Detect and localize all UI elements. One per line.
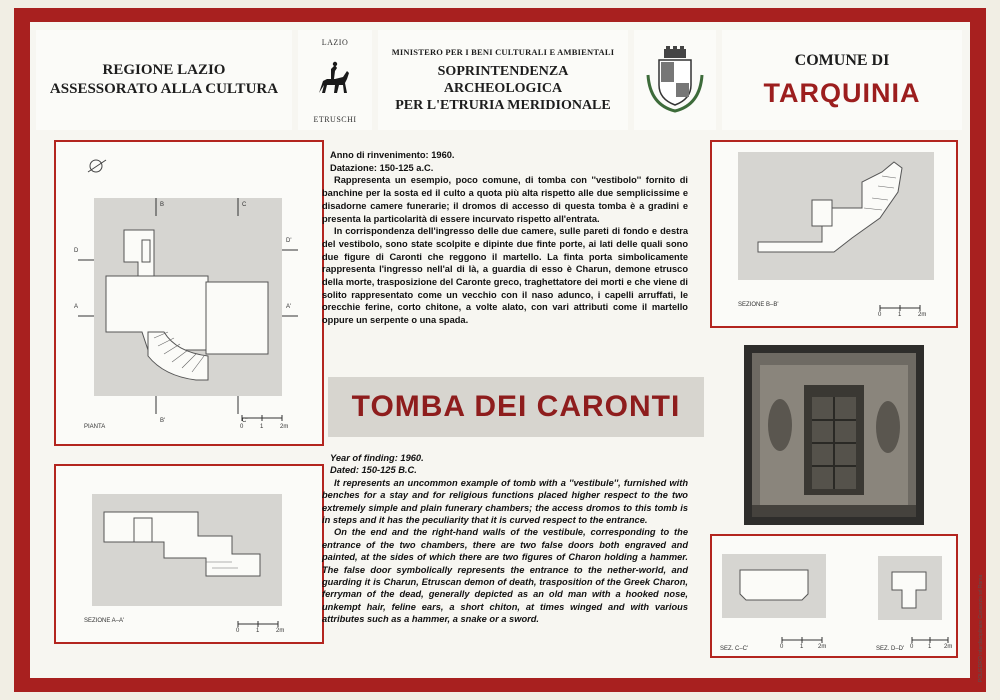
plan-label-b-prime: B': [160, 418, 166, 424]
header-lazio-logo: [298, 30, 372, 130]
section-bb-panel: [710, 140, 958, 328]
section-bb-scale-2: 2m: [918, 312, 927, 318]
section-cc-drawing: [712, 536, 956, 656]
section-dd-scale-0: 0: [910, 644, 914, 650]
plan-label-d-prime: D': [286, 238, 292, 244]
publisher-tag: POLIEDRO interdisciplinare Consorzio srl Roma: [978, 574, 984, 682]
plan-panel: [54, 140, 324, 446]
tomb-photo: [744, 345, 924, 525]
english-description: [322, 452, 688, 626]
section-dd-scale-2: 2m: [944, 644, 953, 650]
section-cc-scale-0: 0: [780, 644, 784, 650]
plan-label-b: B: [160, 202, 165, 208]
english-paragraph-2: On the end and the right-hand walls of the vestibule, corresponding to the entrance of the two chambers, there are two false doors both engraved and painted, at the sides of which there are two figures of Charon holding a hammer. The false door symbolically represents the entrance to the nether-world, and guarding it is Charun, Etruscan demon of death, trasposition of the Greek Charon, ferryman of the dead, generally depicted as an old man with a hooked nose, unkempt hair, feline ears, a short chiton, at times winged and with various attributes such as a hammer, a snake or a sword.: [322, 527, 688, 625]
section-cc-scale-1: 1: [800, 644, 804, 650]
section-cc-panel: [710, 534, 958, 658]
lazio-top-text: LAZIO: [321, 38, 349, 47]
plan-scale-1: 1: [260, 424, 264, 430]
soprintendenza-line1: SOPRINTENDENZA ARCHEOLOGICA: [437, 63, 569, 96]
header-crest: [634, 30, 716, 130]
section-aa-scale-0: 0: [236, 628, 240, 634]
regione-line1: REGIONE LAZIO: [102, 62, 226, 78]
english-year: Year of finding: 1960.: [330, 453, 424, 463]
lazio-bottom-text: ETRUSCHI: [313, 115, 357, 124]
section-aa-scale-2: 2m: [276, 628, 285, 634]
plan-caption: PIANTA: [84, 424, 106, 430]
plan-label-c-prime: C': [242, 418, 248, 424]
section-bb-drawing: [712, 142, 956, 326]
tomb-title: TOMBA DEI CARONTI: [351, 390, 681, 423]
town-crest-icon: [644, 45, 706, 115]
ministero-text: MINISTERO PER I BENI CULTURALI E AMBIENTALI: [391, 46, 615, 57]
plan-label-d: D: [74, 248, 79, 254]
italian-year: Anno di rinvenimento: 1960.: [330, 150, 455, 160]
plan-scale-2: 2m: [280, 424, 289, 430]
regione-line2: ASSESSORATO ALLA CULTURA: [49, 81, 279, 97]
section-bb-scale-1: 1: [898, 312, 902, 318]
tomb-plan-drawing: [56, 142, 322, 444]
sign-inner: [30, 22, 984, 682]
section-aa-caption: SEZIONE A–A': [84, 618, 125, 624]
english-paragraph-1: It represents an uncommon example of tomb with a ''vestibule'', furnished with benches for a stay and for religious functions placed higher respect to the two extremely simple and plain funerary chambers; the access dromos to this tomb is in steps and it has the peculiarity that it is curved respect to the entrance.: [322, 477, 688, 526]
header-comune: [722, 30, 962, 130]
plan-label-a: A: [74, 304, 79, 310]
italian-paragraph-2: In corrispondenza dell'ingresso delle due camere, sulle pareti di fondo e destra del vestibolo, sono state scolpite e dipinte due finte porte, ai lati delle quali sono due figure di Caronti che reggono il martello. La finta porta simbolicamente rappresenta l'ingresso nell'al di là, a guardia di esso è Charun, demone etrusco della morte, trasposizione del Caronte greco, traghettatore dei morti e che viene di solito rappresentato come un vecchio con il naso adunco, i capelli arruffati, le orecchie ferine, corto chitone, a volte alato, con vari attributi come il martello oppure un serpente o una spada.: [322, 226, 688, 326]
plan-label-a-prime: A': [286, 304, 292, 310]
italian-description: [322, 149, 688, 327]
section-dd-scale-1: 1: [928, 644, 932, 650]
plan-scale-0: 0: [240, 424, 244, 430]
italian-paragraph-1: Rappresenta un esempio, poco comune, di tomba con ''vestibolo'' fornito di banchine per la sosta ed il culto a quota più alta rispetto alle due semplicissime e disadorne camere funerarie; il dromos di accesso di questa tomba è a gradini e presenta la particolarità di essere incurvato rispetto all'entrata.: [322, 175, 688, 224]
horse-rider-logo-icon: [313, 59, 357, 103]
section-bb-scale-0: 0: [878, 312, 882, 318]
section-bb-caption: SEZIONE B–B': [738, 302, 779, 308]
header-ministero: [378, 30, 628, 130]
sign-board: [14, 8, 986, 692]
comune-di-text: COMUNE DI: [794, 51, 890, 69]
title-box: [328, 377, 704, 437]
italian-dating: Datazione: 150-125 a.C.: [330, 162, 434, 173]
header-regione: [36, 30, 292, 130]
north-arrow-icon: [90, 160, 102, 172]
section-dd-caption: SEZ. D–D': [876, 646, 905, 652]
english-dating: Dated: 150-125 B.C.: [330, 465, 417, 476]
plan-label-c: C: [242, 202, 247, 208]
town-name: TARQUINIA: [763, 77, 921, 108]
section-aa-drawing: [56, 466, 322, 642]
tomb-interior-photo: [744, 345, 924, 525]
section-aa-panel: [54, 464, 324, 644]
soprintendenza-line2: PER L'ETRURIA MERIDIONALE: [395, 97, 611, 113]
section-aa-scale-1: 1: [256, 628, 260, 634]
section-cc-caption: SEZ. C–C': [720, 646, 749, 652]
section-cc-scale-2: 2m: [818, 644, 827, 650]
